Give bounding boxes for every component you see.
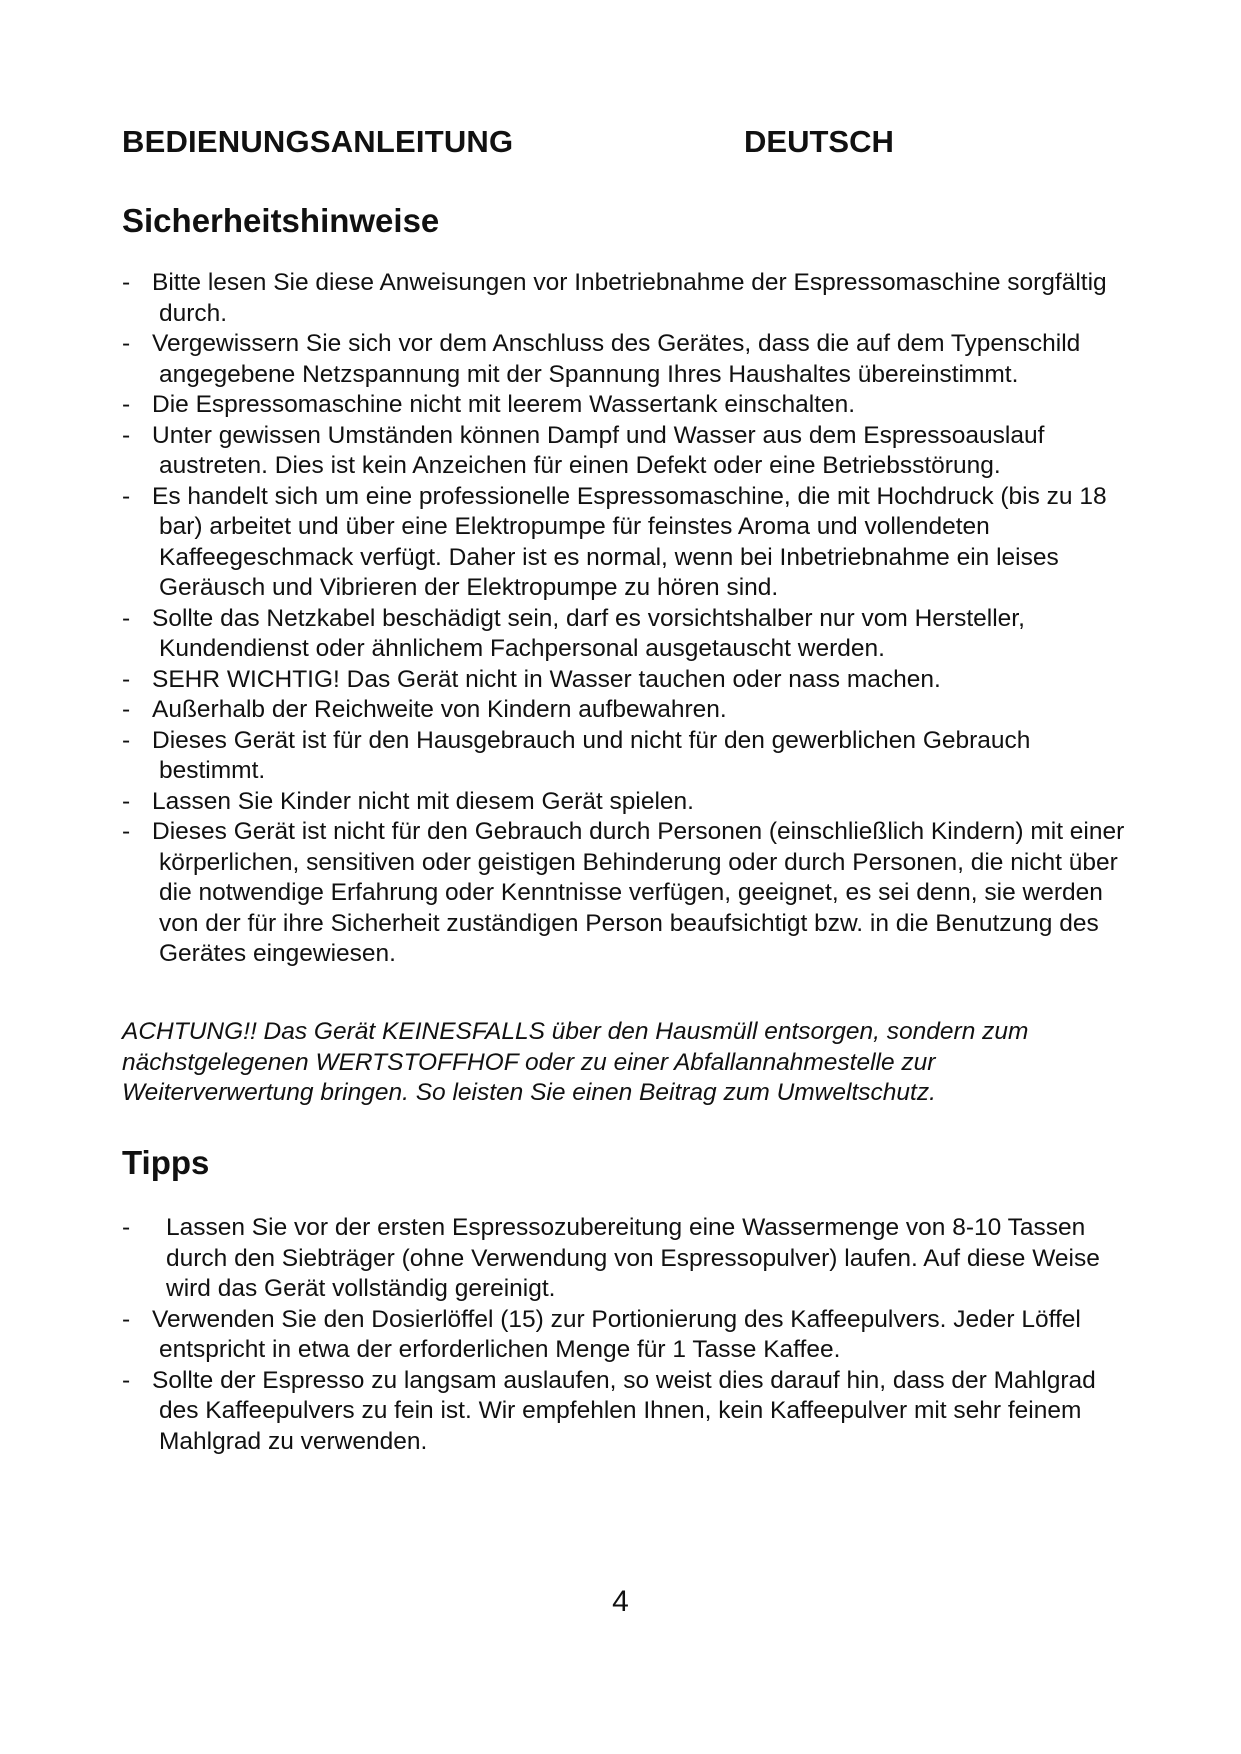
safety-item: - SEHR WICHTIG! Das Gerät nicht in Wasser tauchen oder nass machen. <box>122 665 1132 696</box>
document-title: BEDIENUNGSANLEITUNG <box>122 124 514 159</box>
safety-item-text: Lassen Sie Kinder nicht mit diesem Gerät spielen. <box>152 787 694 815</box>
safety-item: - Die Espressomaschine nicht mit leerem Wassertank einschalten. <box>122 390 1132 421</box>
safety-item: - Es handelt sich um eine professionelle Espressomaschine, die mit Hochdruck (bis zu 18 bar) arbeitet und über eine Elektropumpe für feinstes Aroma und vollendeten Kaffeegeschmack verfügt. Daher ist es normal, wenn bei Inbetriebnahme ein leises Geräusch und Vibrieren der Elektropumpe zu hören sind. <box>122 482 1132 604</box>
safety-list <box>122 268 1132 970</box>
safety-item-text: Dieses Gerät ist für den Hausgebrauch und nicht für den gewerblichen Gebrauch bestimmt. <box>152 726 1031 784</box>
tips-item: - Sollte der Espresso zu langsam auslaufen, so weist dies darauf hin, dass der Mahlgrad des Kaffeepulvers zu fein ist. Wir empfehlen Ihnen, kein Kaffeepulver mit sehr feinem Mahlgrad zu verwenden. <box>122 1366 1132 1458</box>
safety-item: - Vergewissern Sie sich vor dem Anschluss des Gerätes, dass die auf dem Typenschild angegebene Netzspannung mit der Spannung Ihres Haushaltes übereinstimmt. <box>122 329 1132 390</box>
safety-item-text: Dieses Gerät ist nicht für den Gebrauch durch Personen (einschließlich Kindern) mit einer körperlichen, sensitiven oder geistigen Behinderung oder durch Personen, die nicht über die notwendige Erfahrung oder Kenntnisse verfügen, geeignet, es sei denn, sie werden von der für ihre Sicherheit zuständigen Person beaufsichtigt bzw. in die Benutzung des Gerätes eingewiesen. <box>152 818 1125 967</box>
page-number: 4 <box>612 1585 629 1618</box>
safety-heading: Sicherheitshinweise <box>122 202 440 239</box>
safety-item: - Dieses Gerät ist für den Hausgebrauch und nicht für den gewerblichen Gebrauch bestimmt. <box>122 726 1132 787</box>
safety-item-text: Bitte lesen Sie diese Anweisungen vor Inbetriebnahme der Espressomaschine sorgfältig durch. <box>152 269 1107 327</box>
tips-item: - Lassen Sie vor der ersten Espressozubereitung eine Wassermenge von 8-10 Tassen durch den Siebträger (ohne Verwendung von Espressopulver) laufen. Auf diese Weise wird das Gerät vollständig gereinigt. <box>122 1213 1132 1305</box>
tips-item: - Verwenden Sie den Dosierlöffel (15) zur Portionierung des Kaffeepulvers. Jeder Löffel entspricht in etwa der erforderlichen Menge für 1 Tasse Kaffee. <box>122 1305 1132 1366</box>
safety-item-text: Vergewissern Sie sich vor dem Anschluss des Gerätes, dass die auf dem Typenschild angegebene Netzspannung mit der Spannung Ihres Haushaltes übereinstimmt. <box>152 330 1081 388</box>
safety-item: - Lassen Sie Kinder nicht mit diesem Gerät spielen. <box>122 787 1132 818</box>
safety-item: - Dieses Gerät ist nicht für den Gebrauch durch Personen (einschließlich Kindern) mit einer körperlichen, sensitiven oder geistigen Behinderung oder durch Personen, die nicht über die notwendige Erfahrung oder Kenntnisse verfügen, geeignet, es sei denn, sie werden von der für ihre Sicherheit zuständigen Person beaufsichtigt bzw. in die Benutzung des Gerätes eingewiesen. <box>122 817 1132 970</box>
page-header <box>122 124 1122 164</box>
disposal-warning: ACHTUNG!! Das Gerät KEINESFALLS über den Hausmüll entsorgen, sondern zum nächstgelegenen WERTSTOFFHOF oder zu einer Abfallannahmestelle zur Weiterverwertung bringen. So leisten Sie einen Beitrag zum Umweltschutz. <box>122 1018 1029 1106</box>
safety-item: - Bitte lesen Sie diese Anweisungen vor Inbetriebnahme der Espressomaschine sorgfältig durch. <box>122 268 1132 329</box>
safety-item-text: Unter gewissen Umständen können Dampf und Wasser aus dem Espressoauslauf austreten. Dies ist kein Anzeichen für einen Defekt oder eine Betriebsstörung. <box>152 421 1045 479</box>
safety-item-text: Außerhalb der Reichweite von Kindern aufbewahren. <box>152 696 727 723</box>
tips-item-text: Lassen Sie vor der ersten Espressozubereitung eine Wassermenge von 8-10 Tassen durch den Siebträger (ohne Verwendung von Espressopulver) laufen. Auf diese Weise wird das Gerät vollständig gereinigt. <box>166 1214 1100 1302</box>
language-label: DEUTSCH <box>744 124 894 159</box>
tips-heading: Tipps <box>122 1144 210 1181</box>
safety-item-text: Es handelt sich um eine professionelle Espressomaschine, die mit Hochdruck (bis zu 18 bar) arbeitet und über eine Elektropumpe für feinstes Aroma und vollendeten Kaffeegeschmack verfügt. Daher ist es normal, wenn bei Inbetriebnahme ein leises Geräusch und Vibrieren der Elektropumpe zu hören sind. <box>152 482 1107 601</box>
safety-item: - Außerhalb der Reichweite von Kindern aufbewahren. <box>122 695 1132 726</box>
safety-item-text: SEHR WICHTIG! Das Gerät nicht in Wasser tauchen oder nass machen. <box>152 665 941 693</box>
safety-item-text: Die Espressomaschine nicht mit leerem Wassertank einschalten. <box>152 391 856 418</box>
safety-item: - Unter gewissen Umständen können Dampf und Wasser aus dem Espressoauslauf austreten. Dies ist kein Anzeichen für einen Defekt oder eine Betriebsstörung. <box>122 421 1132 482</box>
safety-item-text: Sollte das Netzkabel beschädigt sein, darf es vorsichtshalber nur vom Hersteller, Kundendienst oder ähnlichem Fachpersonal ausgetauscht werden. <box>152 604 1025 662</box>
tips-item-text: Verwenden Sie den Dosierlöffel (15) zur Portionierung des Kaffeepulvers. Jeder Löffel entspricht in etwa der erforderlichen Menge für 1 Tasse Kaffee. <box>152 1305 1081 1363</box>
tips-item-text: Sollte der Espresso zu langsam auslaufen, so weist dies darauf hin, dass der Mahlgrad des Kaffeepulvers zu fein ist. Wir empfehlen Ihnen, kein Kaffeepulver mit sehr feinem Mahlgrad zu verwenden. <box>152 1366 1096 1455</box>
safety-item: - Sollte das Netzkabel beschädigt sein, darf es vorsichtshalber nur vom Hersteller, Kundendienst oder ähnlichem Fachpersonal ausgetauscht werden. <box>122 604 1132 665</box>
tips-list <box>122 1213 1132 1457</box>
